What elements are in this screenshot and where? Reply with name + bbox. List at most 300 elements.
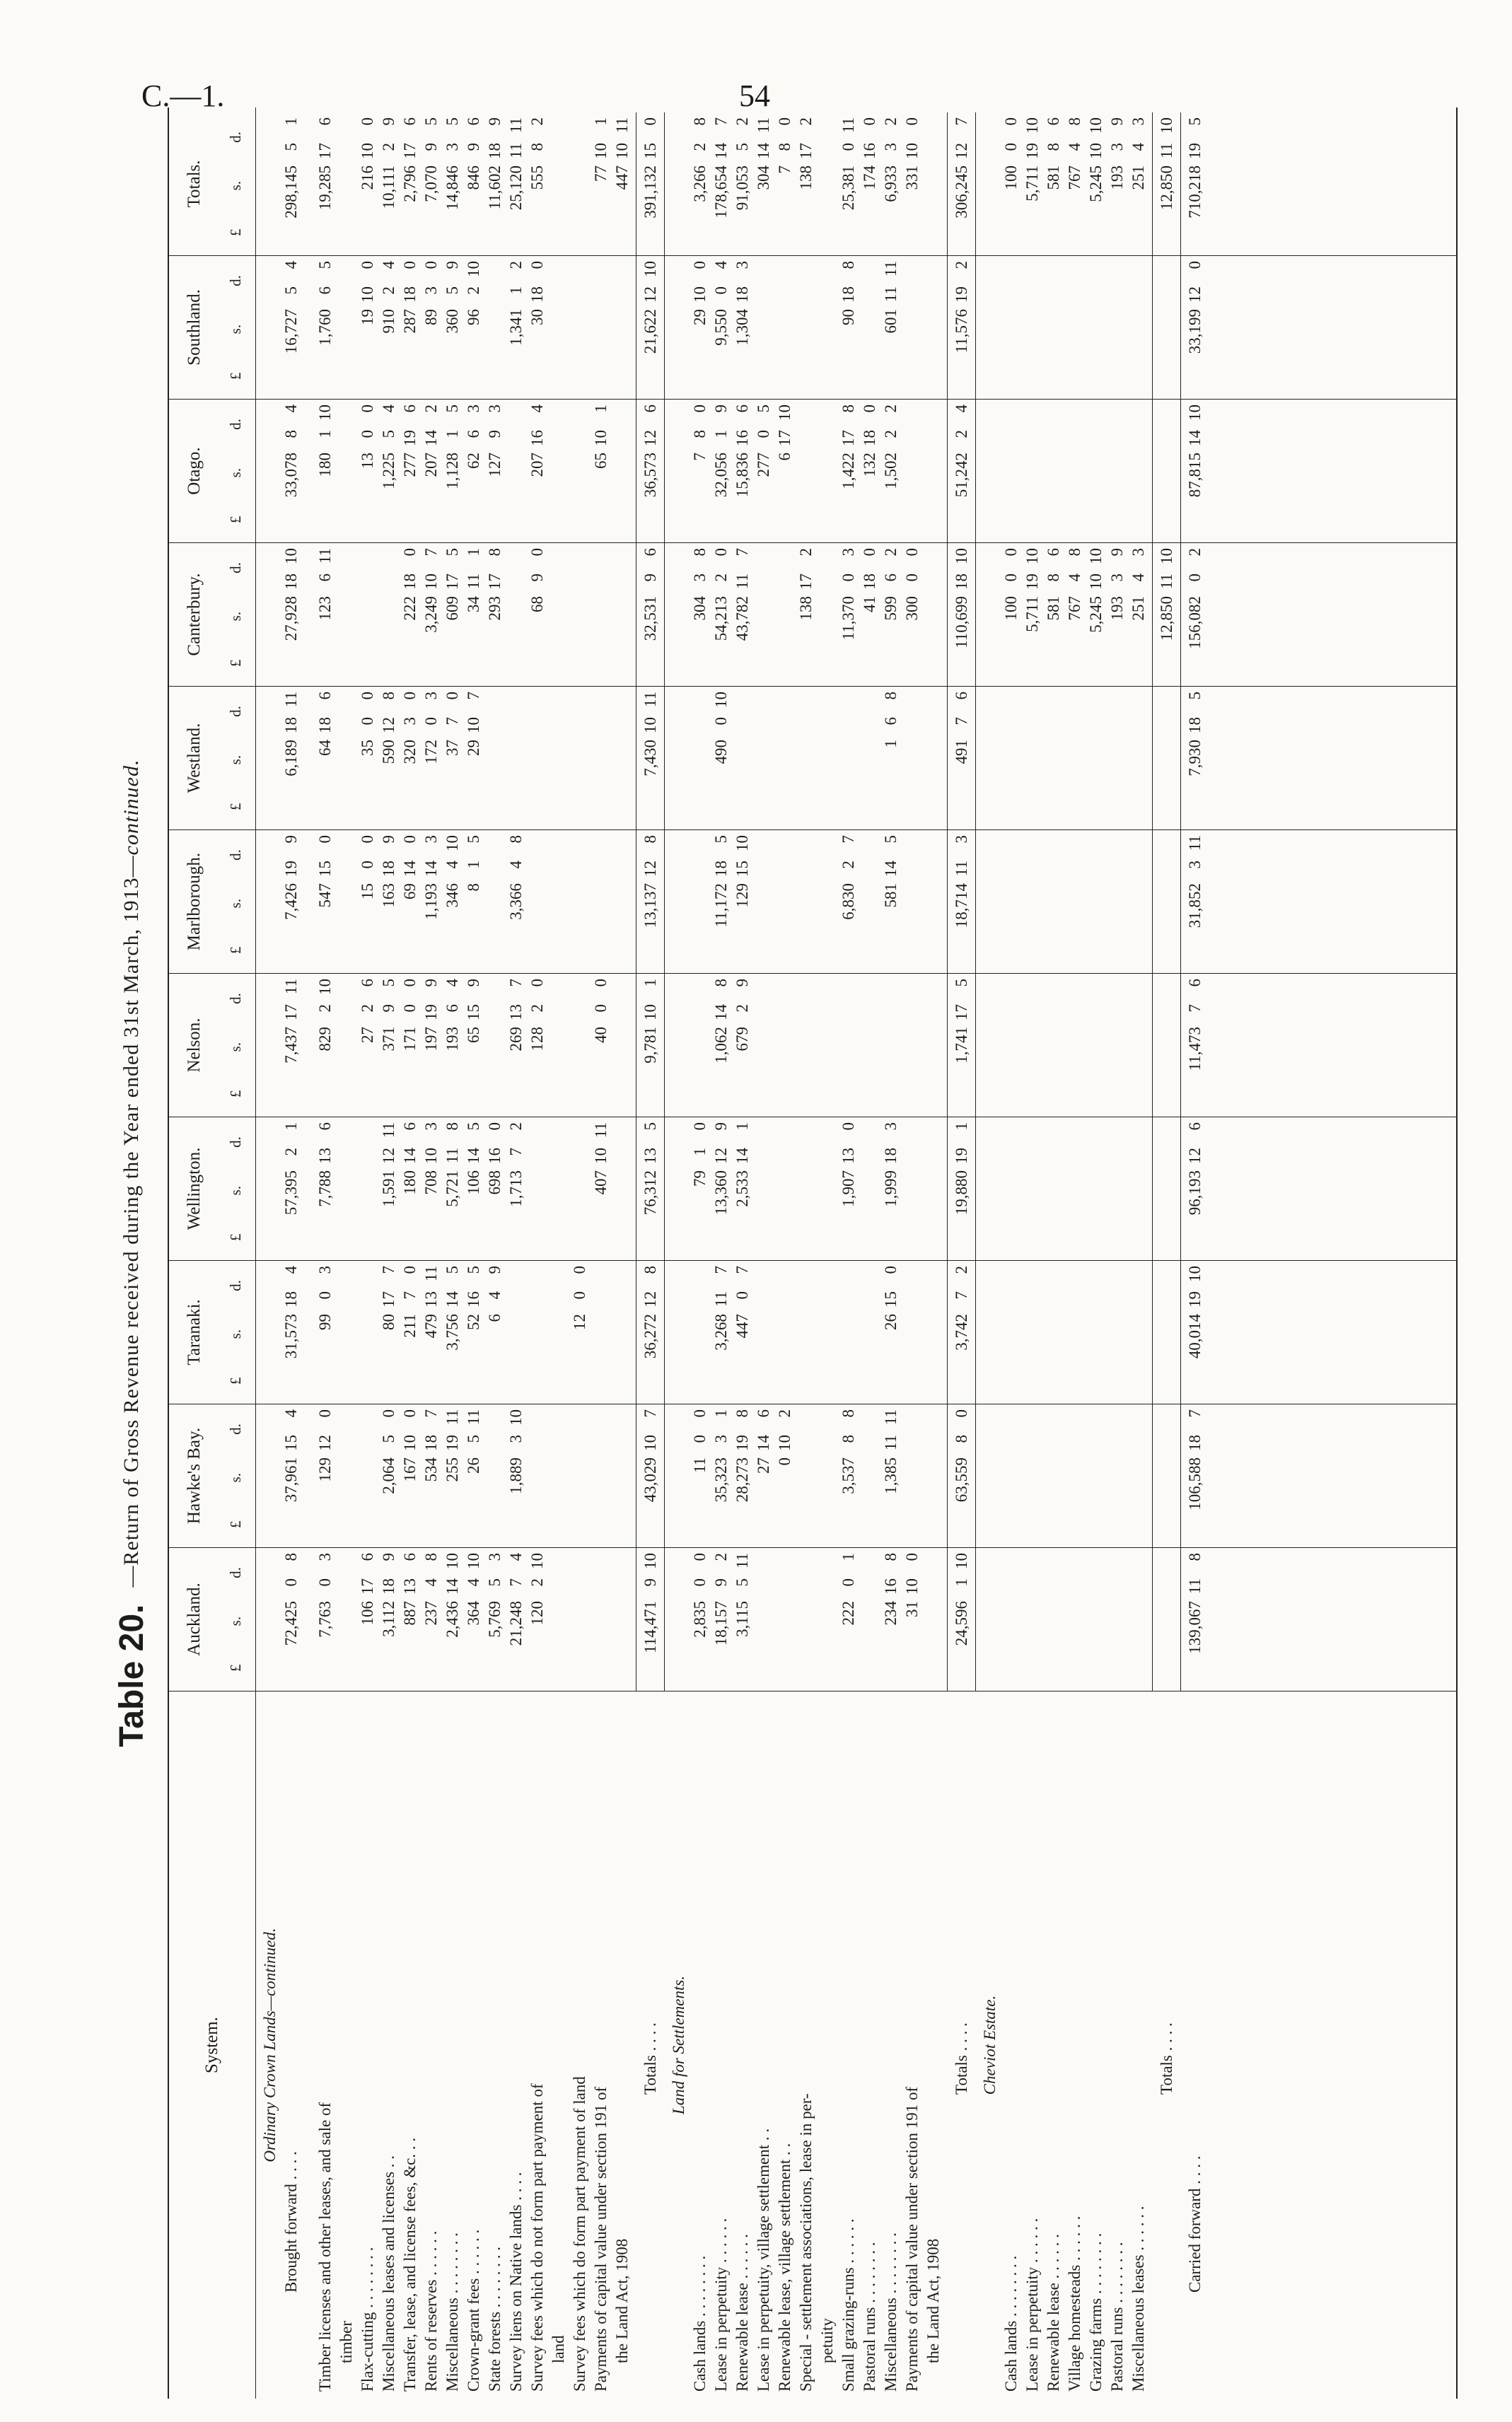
pounds-value: 43,782 — [733, 596, 751, 641]
amount-cell — [421, 830, 442, 974]
shillings-value: 7 — [507, 1148, 525, 1156]
shillings-value: 4 — [1129, 143, 1147, 151]
row-label: Lease in perpetuity, village settlement . . — [755, 2128, 772, 2392]
amount-cell — [484, 1548, 506, 1692]
shillings-value: 10 — [641, 1435, 659, 1451]
pence-value: 6 — [401, 404, 419, 413]
table-caption: —Return of Gross Revenue received during the Year ended 31st March, 1913—continued. — [120, 759, 143, 1588]
pounds-value: 5,711 — [1023, 165, 1041, 202]
pounds-value: 21,622 — [641, 309, 659, 354]
amount-cell — [732, 543, 753, 687]
shillings-value: 7 — [507, 1578, 525, 1587]
pounds-value: 7,930 — [1186, 740, 1204, 776]
pounds-value: 19,285 — [316, 165, 334, 211]
pounds-value: 581 — [1045, 165, 1062, 190]
table-row — [1128, 107, 1149, 2399]
currency-unit: s. — [226, 611, 244, 622]
shillings-value: 1 — [712, 430, 730, 438]
pounds-value: 1,889 — [507, 1457, 525, 1494]
pence-value: 0 — [839, 1122, 857, 1131]
pounds-value: 27,928 — [282, 596, 300, 641]
pence-value: 1 — [282, 117, 300, 126]
pounds-value: 69 — [401, 883, 419, 899]
shillings-value: 14 — [712, 143, 730, 159]
pence-value: 8 — [486, 548, 504, 557]
pounds-value: 3,366 — [507, 883, 525, 920]
pence-value: 5 — [953, 979, 970, 987]
lsd-subheader — [218, 112, 253, 255]
pence-value: 6 — [401, 1553, 419, 1561]
pounds-value: 80 — [380, 1314, 397, 1330]
shillings-value: 0 — [282, 1578, 300, 1587]
shillings-value: 0 — [571, 1291, 588, 1300]
pence-value: 10 — [282, 548, 300, 564]
column-rule — [255, 1691, 1456, 1692]
shillings-value: 5 — [465, 1435, 482, 1443]
pence-value: 5 — [465, 1122, 482, 1131]
currency-unit: d. — [226, 849, 244, 861]
pence-value: 10 — [641, 261, 659, 277]
shillings-value: 3 — [507, 1435, 525, 1443]
shillings-value: 18 — [882, 1148, 900, 1164]
amount-cell — [690, 543, 711, 687]
pounds-value: 87,815 — [1186, 453, 1204, 498]
pence-value: 10 — [1186, 1266, 1204, 1282]
row-label: Carried forward . . . . — [1186, 2155, 1204, 2293]
shillings-value: 14 — [401, 1148, 419, 1164]
shillings-value: 11 — [443, 1148, 461, 1164]
amount-cell — [1064, 543, 1086, 687]
row-label: Pastoral runs . . . . . . . . — [1108, 2242, 1126, 2392]
shillings-value: 3 — [712, 1435, 730, 1443]
shillings-value: 18 — [712, 861, 730, 877]
column-rule — [255, 1260, 1456, 1261]
table-row — [357, 107, 378, 2399]
shillings-value: 18 — [861, 430, 878, 446]
pounds-value: 222 — [401, 596, 419, 621]
pounds-value: 52 — [465, 1314, 482, 1330]
row-label: Cash lands . . . . . . . . — [1002, 2255, 1020, 2392]
table-row — [923, 107, 944, 2399]
pounds-value: 7,437 — [282, 1027, 300, 1064]
amount-cell — [315, 1404, 336, 1548]
pounds-value: 106 — [465, 1170, 482, 1195]
shillings-value: 0 — [712, 286, 730, 295]
pounds-value: 12,850 — [1158, 596, 1175, 641]
pounds-value: 33,078 — [282, 453, 300, 498]
amount-cell — [1107, 112, 1128, 256]
pounds-value: 43,029 — [641, 1457, 659, 1503]
shillings-value: 14 — [1186, 430, 1204, 446]
pence-value: 2 — [953, 261, 970, 269]
shillings-value: 19 — [1186, 1291, 1204, 1308]
pence-value: 0 — [486, 1122, 504, 1131]
amount-cell — [281, 112, 302, 256]
amount-cell — [711, 830, 732, 974]
currency-unit: £ — [226, 1520, 244, 1528]
pence-value: 2 — [712, 1553, 730, 1561]
shillings-value: 2 — [953, 430, 970, 438]
row-label: Cash lands . . . . . . . . — [691, 2255, 709, 2392]
shillings-value: 19 — [953, 286, 970, 303]
region-column-header — [169, 256, 255, 400]
pence-value: 0 — [903, 548, 921, 557]
pence-value: 2 — [953, 1266, 970, 1274]
pence-value: 9 — [443, 261, 461, 269]
shillings-value: 17 — [443, 574, 461, 590]
pence-value: 7 — [422, 1409, 440, 1418]
pence-value: 0 — [776, 117, 793, 126]
amount-cell — [442, 687, 463, 830]
shillings-value: 12 — [641, 430, 659, 446]
shillings-value: 18 — [422, 1435, 440, 1451]
amount-cell — [1001, 112, 1022, 256]
table-row — [838, 107, 859, 2399]
shillings-value: 1 — [316, 430, 334, 438]
shillings-value: 10 — [641, 717, 659, 733]
shillings-value: 18 — [953, 574, 970, 590]
table-row — [591, 107, 612, 2399]
lsd-subheader — [218, 400, 253, 542]
shillings-value: 0 — [316, 1291, 334, 1300]
pounds-value: 31,852 — [1186, 883, 1204, 928]
amount-cell — [1043, 543, 1064, 687]
pounds-value: 14,846 — [443, 165, 461, 211]
amount-cell — [732, 1404, 753, 1548]
pounds-value: 1,760 — [316, 309, 334, 346]
pounds-value: 51,242 — [953, 453, 970, 498]
pence-value: 6 — [401, 1122, 419, 1131]
pounds-value: 68 — [528, 596, 546, 612]
amount-cell — [753, 112, 774, 256]
amount-cell — [640, 543, 661, 687]
amount-cell — [859, 400, 880, 543]
shillings-value: 7 — [953, 717, 970, 726]
amount-cell — [796, 543, 817, 687]
pence-value: 11 — [755, 117, 772, 134]
amount-cell — [463, 1404, 484, 1548]
shillings-value: 2 — [528, 1578, 546, 1587]
pounds-value: 251 — [1129, 596, 1147, 621]
shillings-value: 2 — [380, 286, 397, 295]
pounds-value: 27 — [359, 1027, 376, 1043]
amount-cell — [484, 1117, 506, 1261]
pence-value: 0 — [359, 835, 376, 844]
pence-value: 5 — [1186, 692, 1204, 700]
shillings-value: 16 — [882, 1578, 900, 1595]
amount-cell — [400, 1117, 421, 1261]
amount-cell — [732, 1548, 753, 1692]
pounds-value: 6,830 — [839, 883, 857, 920]
shillings-value: 16 — [486, 1148, 504, 1164]
pence-value: 0 — [861, 548, 878, 557]
pence-value: 0 — [401, 1266, 419, 1274]
pence-value: 10 — [465, 1553, 482, 1569]
pounds-value: 207 — [528, 453, 546, 477]
pence-value: 6 — [953, 692, 970, 700]
pounds-value: 57,395 — [282, 1170, 300, 1216]
pounds-value: 7,070 — [422, 165, 440, 202]
pence-value: 0 — [528, 261, 546, 269]
shillings-value: 15 — [282, 1435, 300, 1451]
amount-cell — [569, 1261, 591, 1404]
pence-value: 7 — [507, 979, 525, 987]
pounds-value: 40 — [592, 1027, 610, 1043]
column-rule — [255, 255, 1456, 256]
amount-cell — [1185, 543, 1206, 687]
shillings-value: 9 — [380, 1004, 397, 1013]
shillings-value: 14 — [755, 143, 772, 159]
shillings-value: 2 — [733, 1004, 751, 1013]
pounds-value: 360 — [443, 309, 461, 334]
pounds-value: 9,781 — [641, 1027, 659, 1064]
pence-value: 2 — [776, 1409, 793, 1418]
pounds-value: 13,360 — [712, 1170, 730, 1216]
amount-cell — [1185, 1117, 1206, 1261]
pounds-value: 25,381 — [839, 165, 857, 211]
amount-cell — [421, 974, 442, 1117]
shillings-value: 10 — [641, 1004, 659, 1020]
pounds-value: 708 — [422, 1170, 440, 1195]
pounds-value: 99 — [316, 1314, 334, 1330]
shillings-value: 2 — [282, 1148, 300, 1156]
pence-value: 10 — [316, 979, 334, 995]
pence-value: 2 — [422, 404, 440, 413]
amount-cell — [732, 1117, 753, 1261]
page-number: 54 — [739, 78, 770, 113]
amount-cell — [1128, 543, 1149, 687]
row-label: Payments of capital value under section 191 of — [903, 2086, 921, 2392]
shillings-value: 10 — [592, 430, 610, 446]
amount-cell — [421, 687, 442, 830]
pence-value: 10 — [507, 1409, 525, 1426]
pounds-value: 320 — [401, 740, 419, 764]
pence-value: 5 — [465, 835, 482, 844]
shillings-value: 1 — [443, 430, 461, 438]
amount-cell — [421, 543, 442, 687]
pounds-value: 1,713 — [507, 1170, 525, 1207]
currency-unit: d. — [226, 1136, 244, 1148]
amount-cell — [640, 1404, 661, 1548]
shillings-value: 0 — [712, 717, 730, 726]
shillings-value: 11 — [953, 861, 970, 877]
pence-value: 6 — [316, 1122, 334, 1131]
pence-value: 0 — [861, 404, 878, 413]
pence-value: 3 — [422, 835, 440, 844]
pounds-value: 19 — [359, 309, 376, 325]
pence-value: 10 — [733, 835, 751, 851]
shillings-value: 9 — [465, 143, 482, 151]
pounds-value: 7 — [776, 165, 793, 174]
pounds-value: 193 — [1108, 596, 1126, 621]
lsd-subheader — [218, 1117, 253, 1260]
pence-value: 8 — [712, 979, 730, 987]
pounds-value: 216 — [359, 165, 376, 190]
amount-cell — [357, 112, 378, 256]
pence-value: 0 — [1002, 117, 1020, 126]
pence-value: 9 — [712, 404, 730, 413]
amount-cell — [281, 1117, 302, 1261]
pounds-value: 11,172 — [712, 883, 730, 928]
pence-value: 10 — [1087, 548, 1105, 564]
shillings-value: 15 — [316, 861, 334, 877]
amount-cell — [690, 112, 711, 256]
amount-cell — [378, 687, 400, 830]
amount-cell — [506, 1548, 527, 1692]
table-row — [315, 107, 336, 2399]
shillings-value: 14 — [422, 861, 440, 877]
region-column-header — [169, 1261, 255, 1404]
pounds-value: 255 — [443, 1457, 461, 1482]
pence-value: 8 — [507, 835, 525, 844]
shillings-value: 5 — [733, 1578, 751, 1587]
column-rule — [255, 686, 1456, 687]
pence-value: 11 — [592, 1122, 610, 1139]
pence-value: 4 — [282, 1266, 300, 1274]
shillings-value: 10 — [359, 286, 376, 303]
amount-cell — [281, 1404, 302, 1548]
pounds-value: 180 — [316, 453, 334, 477]
amount-cell — [711, 1117, 732, 1261]
pence-value: 6 — [1045, 117, 1062, 126]
pounds-value: 193 — [1108, 165, 1126, 190]
pounds-value: 100 — [1002, 596, 1020, 621]
amount-cell — [1156, 543, 1177, 687]
amount-cell — [1185, 256, 1206, 400]
amount-cell — [400, 400, 421, 543]
shillings-value: 16 — [528, 430, 546, 446]
pounds-value: 156,082 — [1186, 596, 1204, 649]
shillings-value: 5 — [486, 1578, 504, 1587]
pence-value: 7 — [422, 548, 440, 557]
pounds-value: 11,473 — [1186, 1027, 1204, 1071]
shillings-value: 12 — [1186, 286, 1204, 303]
shillings-value: 1 — [691, 1148, 709, 1156]
pounds-value: 76,312 — [641, 1170, 659, 1216]
pounds-value: 2,835 — [691, 1601, 709, 1638]
pence-value: 0 — [380, 1409, 397, 1418]
shillings-value: 11 — [733, 574, 751, 590]
shillings-value: 9 — [422, 143, 440, 151]
shillings-value: 10 — [592, 1148, 610, 1164]
pounds-value: 79 — [691, 1170, 709, 1187]
pounds-value: 193 — [443, 1027, 461, 1052]
amount-cell — [527, 543, 548, 687]
pence-value: 0 — [641, 117, 659, 126]
page-header — [0, 0, 1512, 120]
amount-cell — [774, 400, 796, 543]
pounds-value: 21,248 — [507, 1601, 525, 1646]
shillings-value: 19 — [1023, 143, 1041, 159]
currency-unit: s. — [226, 324, 244, 334]
region-name: Totals. — [185, 160, 204, 208]
pounds-value: 90 — [839, 309, 857, 325]
shillings-value: 14 — [733, 1148, 751, 1164]
pounds-value: 3,112 — [380, 1601, 397, 1637]
amount-cell — [838, 1548, 859, 1692]
pounds-value: 25,120 — [507, 165, 525, 211]
shillings-value: 12 — [641, 286, 659, 303]
amount-cell — [591, 112, 612, 256]
row-label: Lease in perpetuity . . . . . . — [712, 2218, 730, 2392]
pounds-value: 106,588 — [1186, 1457, 1204, 1510]
amount-cell — [690, 1548, 711, 1692]
shillings-value: 11 — [1186, 1578, 1204, 1595]
amount-cell — [506, 256, 527, 400]
shillings-value: 18 — [528, 286, 546, 303]
amount-cell — [315, 1261, 336, 1404]
amount-cell — [880, 1117, 902, 1261]
region-column-header — [169, 1117, 255, 1261]
system-column-header: System. — [202, 2017, 221, 2073]
pence-value: 3 — [486, 404, 504, 413]
pounds-value: 6,933 — [882, 165, 900, 202]
total-rule — [1180, 112, 1181, 1692]
column-rule — [255, 542, 1456, 543]
amount-cell — [1156, 112, 1177, 256]
currency-unit: d. — [226, 562, 244, 574]
amount-cell — [357, 1548, 378, 1692]
shillings-value: 3 — [882, 143, 900, 151]
pounds-value: 211 — [401, 1314, 419, 1338]
amount-cell — [442, 400, 463, 543]
shillings-value: 10 — [359, 143, 376, 159]
amount-cell — [315, 974, 336, 1117]
amount-cell — [612, 112, 633, 256]
pence-value: 11 — [316, 548, 334, 564]
shillings-value: 8 — [776, 143, 793, 151]
pounds-value: 391,132 — [641, 165, 659, 219]
shillings-value: 19 — [733, 1435, 751, 1451]
amount-cell — [506, 1117, 527, 1261]
pence-value: 9 — [712, 1122, 730, 1131]
amount-cell — [732, 400, 753, 543]
row-label: Survey liens on Native lands . . . . — [507, 2172, 525, 2392]
table-row — [1043, 107, 1064, 2399]
amount-cell — [442, 256, 463, 400]
region-name: Hawke's Bay. — [185, 1427, 204, 1525]
pence-value: 6 — [316, 117, 334, 126]
pounds-value: 77 — [592, 165, 610, 182]
amount-cell — [859, 543, 880, 687]
pence-value: 0 — [712, 548, 730, 557]
pounds-value: 29 — [691, 309, 709, 325]
amount-cell — [902, 543, 923, 687]
shillings-value: 18 — [380, 1578, 397, 1595]
pence-value: 11 — [882, 261, 900, 277]
pounds-value: 110,699 — [953, 596, 970, 648]
total-rule — [975, 112, 976, 1692]
amount-cell — [506, 830, 527, 974]
pounds-value: 123 — [316, 596, 334, 621]
shillings-value: 2 — [712, 574, 730, 582]
region-name: Otago. — [185, 447, 204, 495]
shillings-value: 16 — [861, 143, 878, 159]
amount-cell — [421, 1548, 442, 1692]
pounds-value: 26 — [465, 1457, 482, 1474]
currency-unit: d. — [226, 993, 244, 1004]
row-label: Village homesteads . . . . . . — [1066, 2216, 1083, 2392]
table-row — [640, 107, 661, 2399]
amount-cell — [732, 974, 753, 1117]
shillings-value: 18 — [733, 286, 751, 303]
pounds-value: 679 — [733, 1027, 751, 1052]
pounds-value: 1,304 — [733, 309, 751, 346]
amount-cell — [753, 1404, 774, 1548]
row-label: Renewable lease, village settlement . . — [776, 2143, 793, 2392]
row-label: Miscellaneous leases and licenses . . — [380, 2155, 397, 2392]
pounds-value: 41 — [861, 596, 878, 612]
